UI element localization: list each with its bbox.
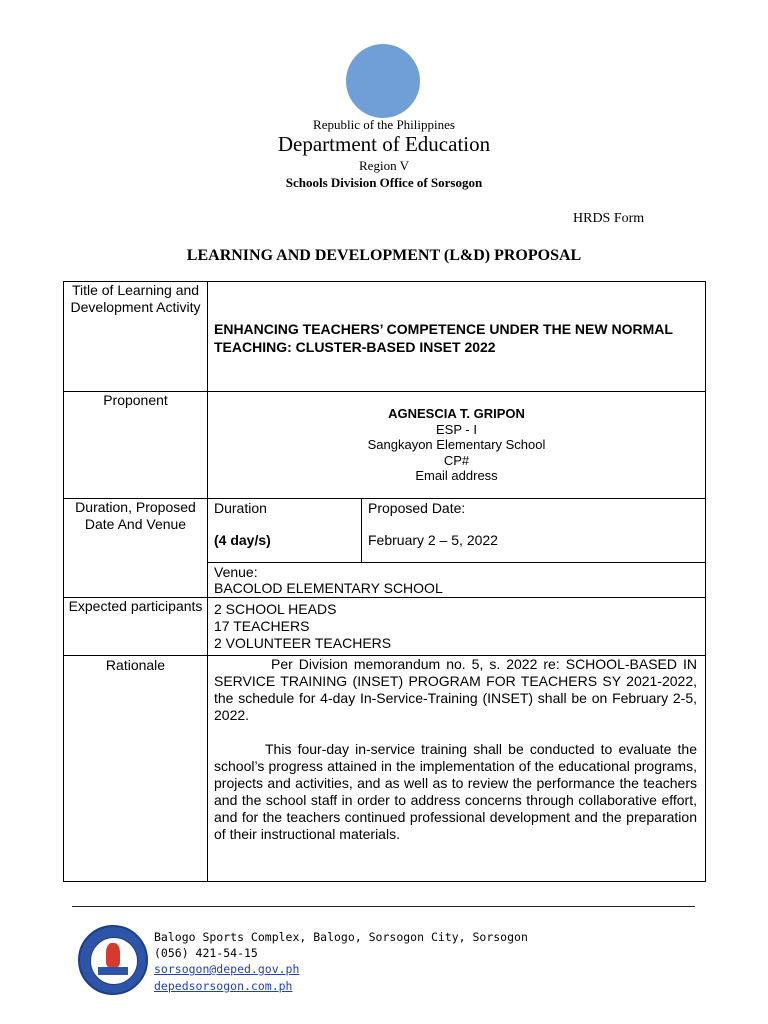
activity-title: ENHANCING TEACHERS’ COMPETENCE UNDER THE NEW NORMAL TEACHING: CLUSTER-BASED INSET 2022 [214, 321, 673, 355]
venue-cell [208, 563, 705, 598]
proposed-date-value: February 2 – 5, 2022 [368, 532, 498, 548]
rationale-row [64, 656, 706, 882]
schedule-inner-table [208, 499, 705, 597]
division-seal-logo [78, 925, 148, 995]
footer-phone: (056) 421-54-15 [154, 946, 258, 960]
participant-item: 2 VOLUNTEER TEACHERS [214, 635, 392, 651]
proposal-table [63, 281, 706, 882]
proposed-date-cell [362, 499, 706, 563]
footer-website-link[interactable]: depedsorsogon.com.ph [154, 979, 293, 993]
proponent-email: Email address [415, 468, 498, 483]
footer-email-link[interactable]: sorsogon@deped.gov.ph [154, 962, 300, 976]
participant-item: 2 SCHOOL HEADS [214, 601, 337, 617]
proponent-name: AGNESCIA T. GRIPON [388, 406, 525, 421]
venue-label: Venue: [214, 564, 258, 580]
header-department: Department of Education [277, 132, 491, 156]
title-cell [208, 282, 706, 392]
duration-value: (4 day/s) [214, 532, 271, 548]
schedule-cell [208, 499, 706, 598]
schedule-label: Duration, Proposed Date And Venue [64, 499, 208, 598]
proponent-cp: CP# [443, 452, 470, 468]
duration-label: Duration [214, 500, 267, 516]
footer-address: Balogo Sports Complex, Balogo, Sorsogon City, Sorsogon [154, 930, 528, 944]
venue-value: BACOLOD ELEMENTARY SCHOOL [214, 580, 443, 596]
header-region: Region V [359, 158, 409, 173]
rationale-label: Rationale [64, 656, 208, 882]
deped-seal-logo [346, 44, 420, 118]
participants-row [64, 598, 706, 656]
title-row [64, 282, 706, 392]
proponent-position: ESP - I [436, 421, 477, 437]
rationale-cell [208, 656, 706, 882]
schedule-row [64, 499, 706, 598]
form-code: HRDS Form [573, 211, 645, 226]
footer-divider [72, 906, 695, 907]
header-republic: Republic of the Philippines [313, 117, 455, 132]
participants-cell [208, 598, 706, 656]
duration-cell [208, 499, 362, 563]
title-label: Title of Learning and Development Activity [64, 282, 208, 392]
header-division: Schools Division Office of Sorsogon [285, 175, 483, 190]
proponent-school: Sangkayon Elementary School [367, 437, 546, 452]
document-title: LEARNING AND DEVELOPMENT (L&D) PROPOSAL [186, 247, 582, 264]
proposed-date-label: Proposed Date: [368, 500, 466, 516]
proponent-cell [208, 392, 706, 499]
participant-item: 17 TEACHERS [214, 618, 310, 634]
proponent-row [64, 392, 706, 499]
proponent-label: Proponent [64, 392, 208, 499]
rationale-paragraph: Per Division memorandum no. 5, s. 2022 re: SCHOOL-BASED IN SERVICE TRAINING (INSET) PROGRAM FOR TEACHERS SY 2021-2022, the schedule for 4-day In-Service-Training (INSET) shall be on February 2-5, 2022. [214, 656, 697, 723]
participants-label: Expected participants [64, 598, 208, 656]
rationale-paragraph: This four-day in-service training shall be conducted to evaluate the school’s progress attained in the implementation of the educational programs, projects and activities, and as well as to review the performance the teachers and the school staff in order to address concerns through collaborative effort, and for the teachers continued professional development and the preparation of their instructional materials. [214, 741, 697, 842]
